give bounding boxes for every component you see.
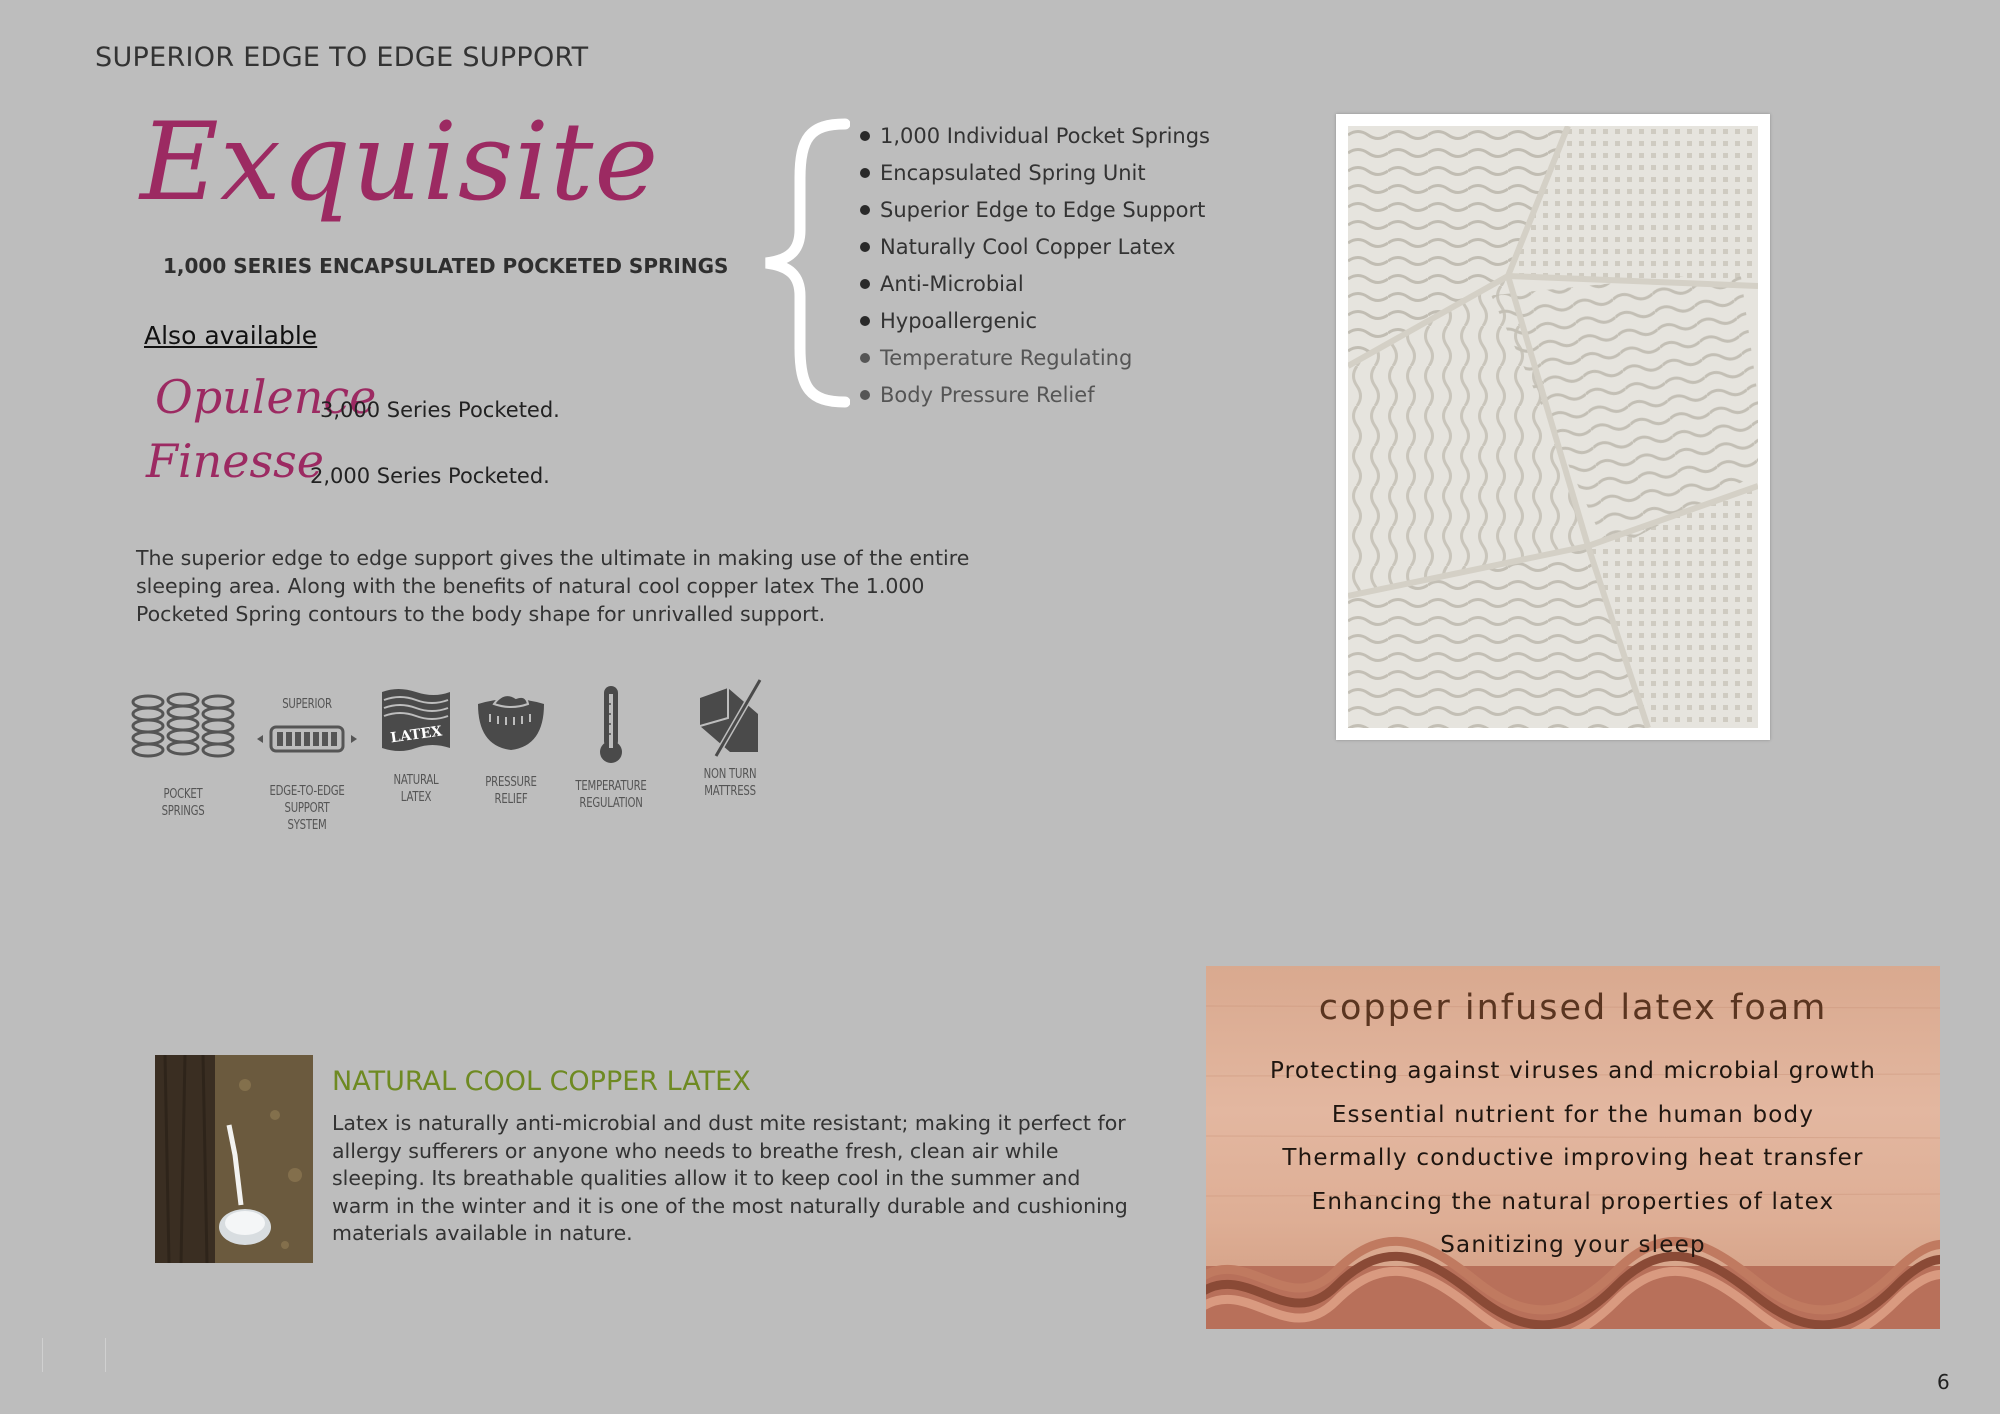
rubber-tree-photo xyxy=(155,1055,313,1263)
feature-item: Anti-Microbial xyxy=(860,266,1210,303)
icon-label: POCKET xyxy=(163,787,203,802)
latex-section-title: NATURAL COOL COPPER LATEX xyxy=(332,1066,751,1097)
pocket-springs-feature xyxy=(128,690,238,820)
page-header: SUPERIOR EDGE TO EDGE SUPPORT xyxy=(95,42,589,73)
description-paragraph: The superior edge to edge support gives the ultimate in making use of the entire sleeping area. Along with the benefits of natural cool copper latex The 1.000 Pocketed Spring contours to the body shape for unrivalled support. xyxy=(136,546,970,626)
alt-model-finesse xyxy=(146,434,324,488)
bullet-icon xyxy=(860,390,870,400)
icon-label: EDGE-TO-EDGE xyxy=(269,784,345,799)
page-number: 6 xyxy=(1937,1370,1950,1394)
alt-model-name: Finesse xyxy=(146,434,324,488)
feature-item: Hypoallergenic xyxy=(860,303,1210,340)
latex-icon xyxy=(378,688,454,758)
feature-item: Body Pressure Relief xyxy=(860,377,1210,414)
copper-benefit: Enhancing the natural properties of latex xyxy=(1311,1188,1835,1215)
copper-latex-panel xyxy=(1206,966,1940,1329)
icon-label: LATEX xyxy=(400,790,432,805)
series-subtitle: 1,000 SERIES ENCAPSULATED POCKETED SPRINGS xyxy=(163,254,729,278)
feature-item: 1,000 Individual Pocket Springs xyxy=(860,118,1210,155)
copper-benefit-list xyxy=(1206,1050,1940,1268)
copper-benefit: Thermally conductive improving heat transfer xyxy=(1282,1145,1864,1171)
pocket-springs-icon xyxy=(130,690,236,762)
curly-brace-icon xyxy=(750,118,850,408)
feature-item: Temperature Regulating xyxy=(860,340,1210,377)
feature-item: Naturally Cool Copper Latex xyxy=(860,229,1210,266)
edge-support-feature xyxy=(252,696,362,834)
thermometer-icon xyxy=(596,684,626,766)
edge-support-icon xyxy=(255,717,359,761)
brand-title: Exquisite xyxy=(140,100,660,225)
feature-list xyxy=(860,118,1210,414)
alt-model-desc: 3,000 Series Pocketed. xyxy=(320,398,560,422)
icon-top-label: SUPERIOR xyxy=(282,697,332,712)
also-available-heading: Also available xyxy=(144,321,318,350)
temperature-feature xyxy=(560,684,662,812)
copper-benefit: Sanitizing your sleep xyxy=(1440,1232,1706,1258)
copper-panel-title: copper infused latex foam xyxy=(1318,988,1828,1028)
feature-item: Encapsulated Spring Unit xyxy=(860,155,1210,192)
icon-label: REGULATION xyxy=(579,796,643,811)
icon-label: MATTRESS xyxy=(704,784,756,799)
icon-label: NATURAL xyxy=(393,773,439,788)
bullet-icon xyxy=(860,168,870,178)
copper-benefit: Essential nutrient for the human body xyxy=(1331,1101,1815,1128)
icon-label: RELIEF xyxy=(494,792,528,807)
bullet-icon xyxy=(860,316,870,326)
icon-label: TEMPERATURE xyxy=(575,779,647,794)
icon-label: SUPPORT SYSTEM xyxy=(284,801,330,833)
icon-label: SPRINGS xyxy=(161,804,205,819)
bullet-icon xyxy=(860,131,870,141)
icon-label: NON TURN xyxy=(703,767,757,782)
alt-model-name: Opulence xyxy=(155,370,377,424)
fabric-texture-image xyxy=(1348,126,1758,728)
divider xyxy=(42,1338,43,1372)
bullet-icon xyxy=(860,242,870,252)
feature-item: Superior Edge to Edge Support xyxy=(860,192,1210,229)
alt-model-desc: 2,000 Series Pocketed. xyxy=(310,464,550,488)
icon-label: PRESSURE xyxy=(485,775,537,790)
fabric-photo-frame xyxy=(1336,114,1770,740)
divider xyxy=(105,1338,106,1372)
bullet-icon xyxy=(860,353,870,363)
latex-badge-text: LATEX xyxy=(389,723,444,747)
non-turn-feature xyxy=(686,678,774,800)
bullet-icon xyxy=(860,205,870,215)
latex-feature xyxy=(374,688,458,806)
pressure-relief-feature xyxy=(468,690,554,808)
latex-section-text: Latex is naturally anti-microbial and dust mite resistant; making it perfect for allergy sufferers or anyone who needs to breathe fresh, clean air while sleeping. Its breathable qualities allow it to keep cool in the summer and warm in the winter and it is one of the most naturally durable and cushioning materials available in nature. xyxy=(332,1111,1128,1245)
non-turn-icon xyxy=(694,678,766,758)
pressure-relief-icon xyxy=(476,690,546,754)
bullet-icon xyxy=(860,279,870,289)
copper-benefit: Protecting against viruses and microbial growth xyxy=(1270,1058,1876,1084)
